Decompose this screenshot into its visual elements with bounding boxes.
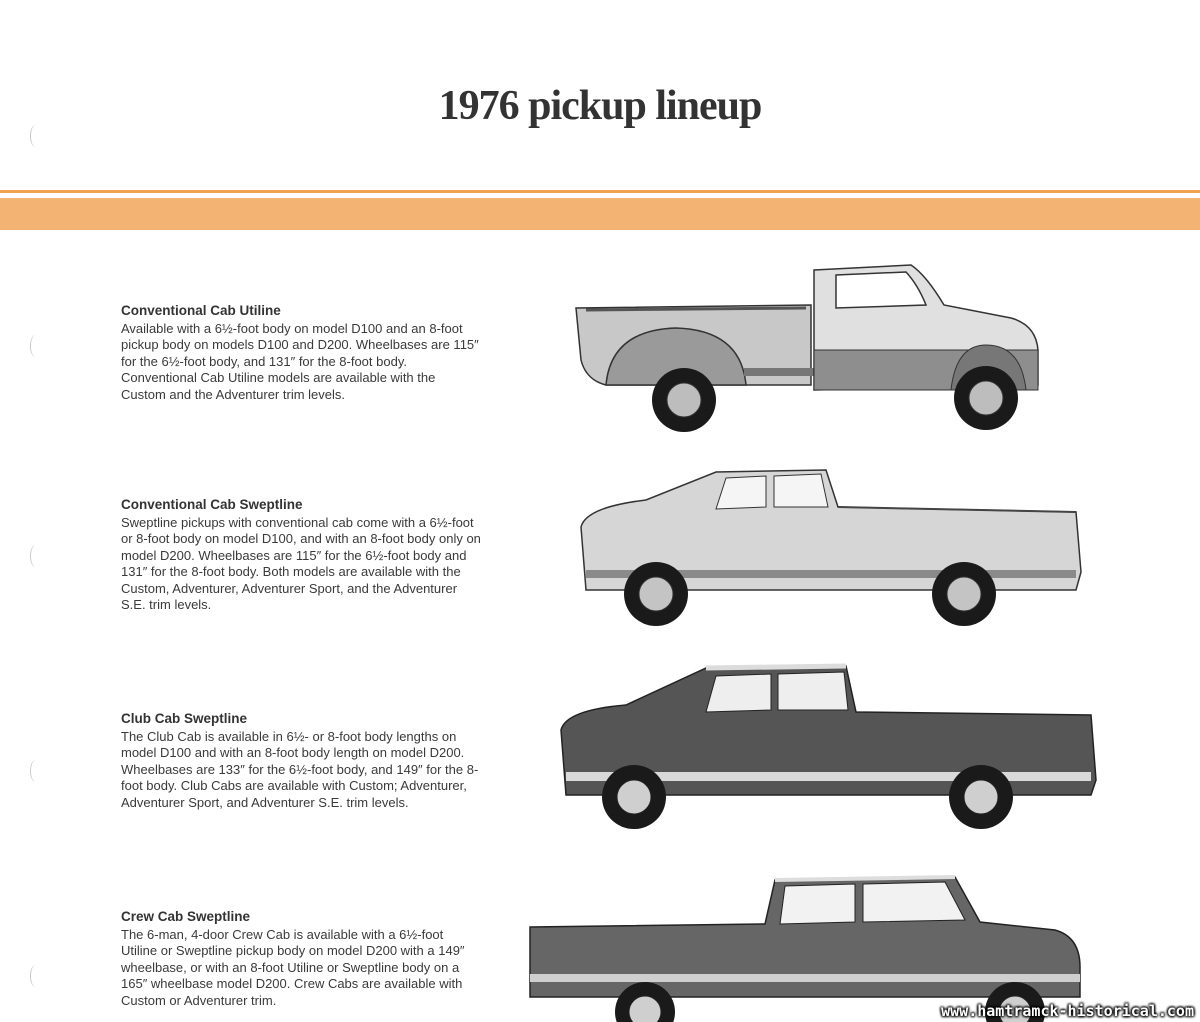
section-heading: Crew Cab Sweptline [121,909,251,924]
crew-cab-pickup-photo [525,872,1085,1022]
utiline-pickup-photo [566,250,1056,440]
section-crew-cab-sweptline [121,909,481,1009]
binder-hole-mark [30,545,41,567]
section-heading: Conventional Cab Utiline [121,303,281,318]
section-body: Sweptline pickups with conventional cab come with a 6½-foot or 8-foot body on model D100, and with an 8-foot body only on model D200. Wheelbases are 115″ for the 6½-foot body and 131″ for the 8-foot body. Both models are available with the Custom, Adventurer, Adventurer Sport, and the Adventurer S.E. trim levels. [121,515,481,613]
binder-hole-mark [30,335,41,357]
binder-hole-mark [30,125,41,147]
sweptline-pickup-photo [576,462,1086,637]
section-body: The 6-man, 4-door Crew Cab is available with a 6½-foot Utiline or Sweptline pickup body on model D200 with a 149″ wheelbase, or with an 8-foot Utiline or Sweptline body on a 165″ wheelbase model D200. Crew Cabs are available with Custom or Adventurer trim. [121,927,465,1008]
page-title: 1976 pickup lineup [438,83,762,129]
club-cab-pickup-photo [556,660,1101,840]
watermark-text: www.hamtramck-historical.com [941,1002,1194,1020]
section-conventional-cab-sweptline [121,497,481,613]
binder-hole-mark [30,760,41,782]
section-club-cab-sweptline [121,711,481,811]
section-body: The Club Cab is available in 6½- or 8-foot body lengths on model D100 and with an 8-foot body length on model D200. Wheelbases are 133″ for the 6½-foot body, and 149″ for the 8-foot body. Club Cabs are available with Custom; Adventurer, Adventurer Sport, and Adventurer S.E. trim levels. [121,729,479,810]
binder-hole-mark [30,965,41,987]
orange-rule-band [0,198,1200,230]
section-conventional-cab-utiline [121,303,481,403]
orange-rule-thin [0,190,1200,193]
section-heading: Conventional Cab Sweptline [121,497,303,512]
section-body: Available with a 6½-foot body on model D100 and an 8-foot pickup body on models D100 and D200. Wheelbases are 115″ for the 6½-foot body, and 131″ for the 8-foot body. Conventional Cab Utiline models are available with the Custom and the Adventurer trim levels. [121,321,479,402]
section-heading: Club Cab Sweptline [121,711,248,726]
